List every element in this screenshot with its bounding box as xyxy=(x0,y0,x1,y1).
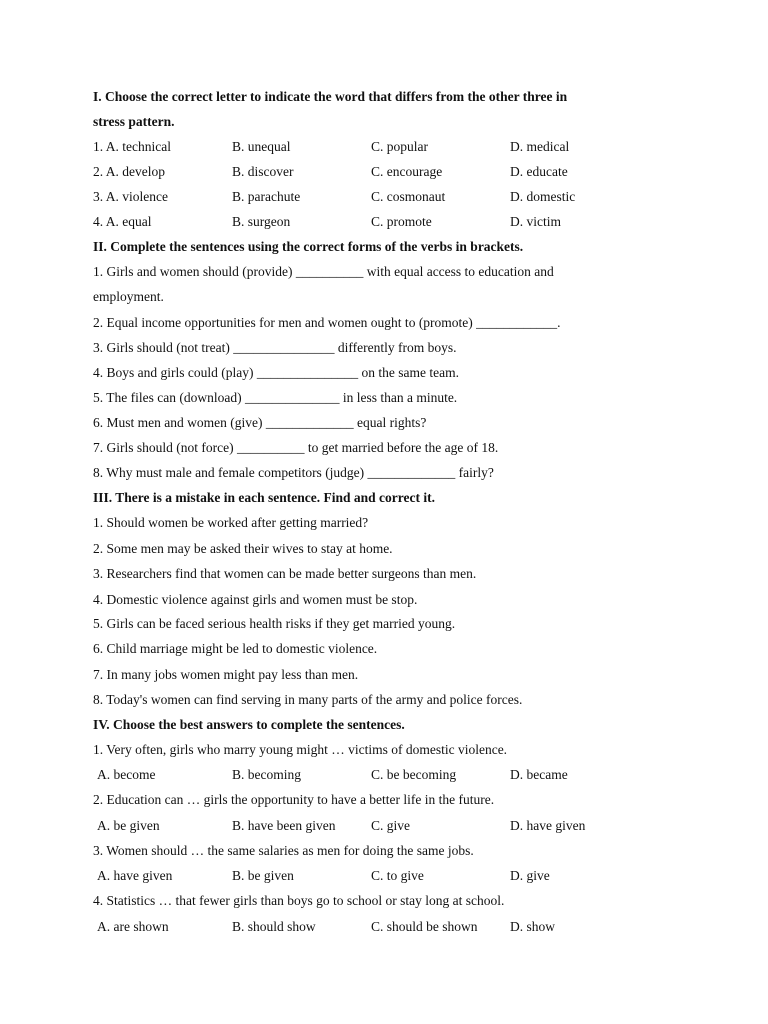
option-b: B. should show xyxy=(232,919,316,934)
option-d: D. educate xyxy=(510,164,568,179)
option-c: C. promote xyxy=(371,214,432,229)
option-c: C. give xyxy=(371,818,410,833)
option-c: C. be becoming xyxy=(371,767,457,782)
option-a: A. have given xyxy=(97,868,173,883)
question-line: 7. Girls should (not force) __________ to get married before the age of 18. xyxy=(93,440,499,455)
option-a: 2. A. develop xyxy=(93,164,165,179)
section-2-heading: II. Complete the sentences using the correct forms of the verbs in brackets. xyxy=(93,239,524,254)
option-b: B. have been given xyxy=(232,818,336,833)
question-line: 7. In many jobs women might pay less than men. xyxy=(93,667,359,682)
option-d: D. give xyxy=(510,868,550,883)
question-line: 3. Girls should (not treat) _______________ differently from boys. xyxy=(93,340,457,355)
option-d: D. domestic xyxy=(510,189,576,204)
section-3-heading: III. There is a mistake in each sentence. Find and correct it. xyxy=(93,490,435,505)
section-4-heading: IV. Choose the best answers to complete the sentences. xyxy=(93,717,405,732)
option-c: C. to give xyxy=(371,868,424,883)
question-line: 1. Should women be worked after getting married? xyxy=(93,515,369,530)
question-line: 3. Researchers find that women can be made better surgeons than men. xyxy=(93,566,477,581)
question-line: 6. Child marriage might be led to domestic violence. xyxy=(93,641,378,656)
question-line: 4. Boys and girls could (play) _______________ on the same team. xyxy=(93,365,459,380)
question-line: 3. Women should … the same salaries as men for doing the same jobs. xyxy=(93,843,474,858)
option-a: A. become xyxy=(97,767,156,782)
question-line: 5. The files can (download) ______________ in less than a minute. xyxy=(93,390,458,405)
section-1-heading: I. Choose the correct letter to indicate the word that differs from the other three in xyxy=(93,89,568,104)
option-b: B. parachute xyxy=(232,189,301,204)
question-line: 8. Why must male and female competitors (judge) _____________ fairly? xyxy=(93,465,494,480)
question-line: 2. Education can … girls the opportunity to have a better life in the future. xyxy=(93,792,495,807)
option-c: C. cosmonaut xyxy=(371,189,446,204)
option-a: 1. A. technical xyxy=(93,139,171,154)
option-c: C. should be shown xyxy=(371,919,478,934)
question-line: 4. Domestic violence against girls and women must be stop. xyxy=(93,592,418,607)
option-b: B. surgeon xyxy=(232,214,291,229)
option-d: D. became xyxy=(510,767,568,782)
question-line: 2. Some men may be asked their wives to stay at home. xyxy=(93,541,393,556)
option-b: B. becoming xyxy=(232,767,301,782)
question-line: 6. Must men and women (give) _____________ equal rights? xyxy=(93,415,427,430)
question-line: 1. Girls and women should (provide) __________ with equal access to education and xyxy=(93,264,554,279)
option-a: 3. A. violence xyxy=(93,189,168,204)
option-a: A. are shown xyxy=(97,919,169,934)
option-d: D. show xyxy=(510,919,556,934)
question-line: 1. Very often, girls who marry young might … victims of domestic violence. xyxy=(93,742,508,757)
question-line: 8. Today's women can find serving in many parts of the army and police forces. xyxy=(93,692,523,707)
section-1-heading-cont: stress pattern. xyxy=(93,114,175,129)
question-line: 2. Equal income opportunities for men and women ought to (promote) ____________. xyxy=(93,315,561,330)
option-d: D. medical xyxy=(510,139,570,154)
option-c: C. popular xyxy=(371,139,428,154)
question-line: 5. Girls can be faced serious health risks if they get married young. xyxy=(93,616,456,631)
option-b: B. unequal xyxy=(232,139,291,154)
option-d: D. victim xyxy=(510,214,561,229)
option-b: B. be given xyxy=(232,868,294,883)
question-line-cont: employment. xyxy=(93,289,164,304)
question-line: 4. Statistics … that fewer girls than boys go to school or stay long at school. xyxy=(93,893,505,908)
option-a: A. be given xyxy=(97,818,160,833)
option-a: 4. A. equal xyxy=(93,214,152,229)
option-c: C. encourage xyxy=(371,164,443,179)
option-d: D. have given xyxy=(510,818,586,833)
option-b: B. discover xyxy=(232,164,294,179)
